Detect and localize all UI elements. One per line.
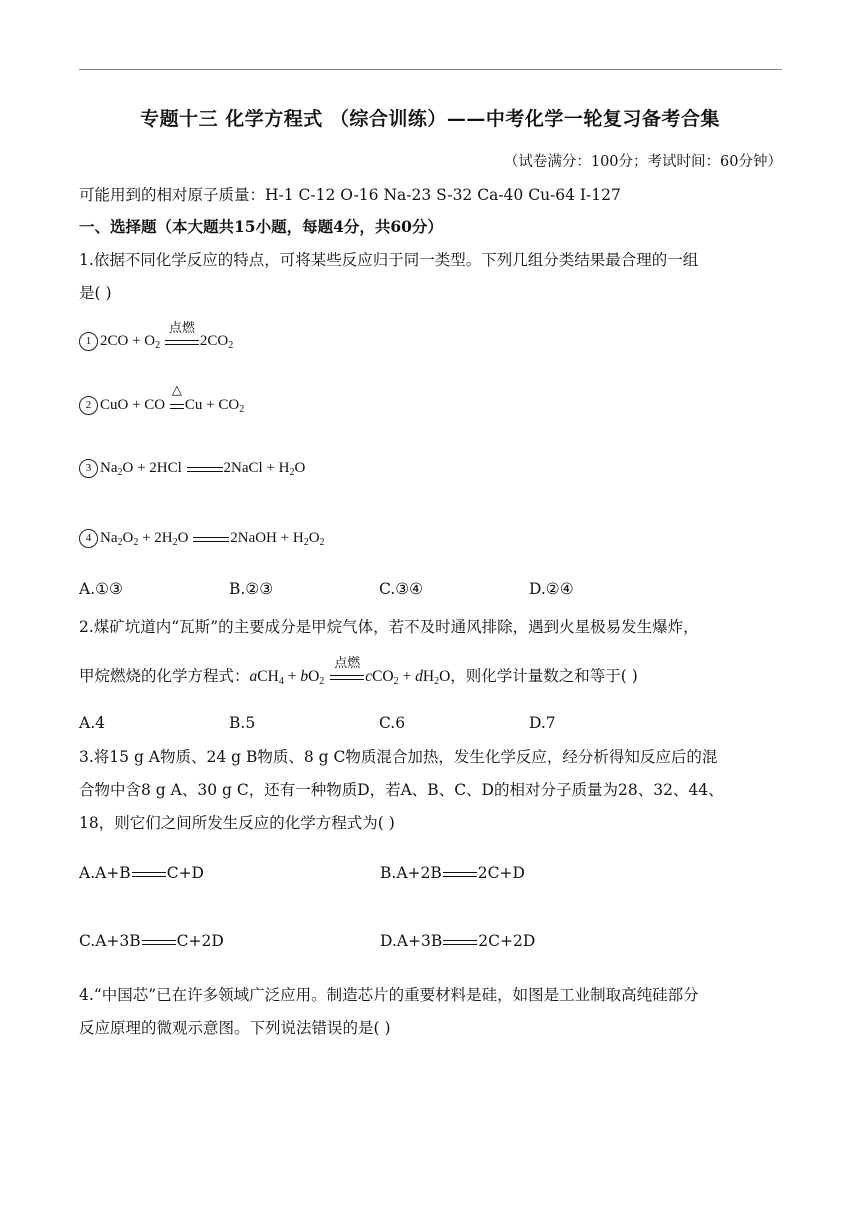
q3-stem-line3: 18，则它们之间所发生反应的化学方程式为( ) <box>79 814 395 832</box>
reaction-condition: 点燃 <box>165 333 199 351</box>
q1-option-c[interactable]: C.③④ <box>379 580 424 598</box>
equals-sign <box>443 933 477 951</box>
q2-stem-line1: 2.煤矿坑道内“瓦斯”的主要成分是甲烷气体，若不及时通风排除，遇到火星极易发生爆炸， <box>79 618 699 636</box>
q2-option-d[interactable]: D.7 <box>529 714 556 732</box>
q2-stem-line2: 甲烷燃烧的化学方程式：$aCH_4 + bO_2$ 点燃 $cCO_2 + dH_2O$，则化学计量数之和等于( ) <box>79 656 638 687</box>
q1-equation-4: 4 $Na_2O_2 + 2H_2O$ 2NaOH + $H_2O_2$ <box>79 529 325 548</box>
q3-stem-line1: 3.将15 g A物质、24 g B物质、8 g C物质混合加热，发生化学反应，经分析得知反应后的混 <box>79 748 718 766</box>
equals-sign <box>142 933 176 951</box>
equals-sign <box>187 460 223 478</box>
circled-number: 4 <box>79 529 98 548</box>
q3-stem-line2: 合物中含8 g A、30 g C，还有一种物质D，若A、B、C、D的相对分子质量为28、32、44、 <box>79 781 724 799</box>
q1-option-b[interactable]: B.②③ <box>229 580 274 598</box>
q1-equation-3: 3 $Na_2O + 2HCl$ 2NaCl + $H_2O$ <box>79 459 305 478</box>
exam-meta: （试卷满分：100分；考试时间：60分钟） <box>503 154 782 170</box>
equals-sign <box>132 865 166 883</box>
q2-option-a[interactable]: A.4 <box>79 714 105 732</box>
equals-sign <box>443 865 477 883</box>
q3-option-c[interactable]: C.A+3B C+2D <box>79 932 224 950</box>
q1-option-a[interactable]: A.①③ <box>79 580 123 598</box>
q1-equation-1: 1 $2CO + O_2$ 点燃 $2CO_2$ <box>79 332 233 351</box>
atomic-masses: 可能用到的相对原子质量：H-1 C-12 O-16 Na-23 S-32 Ca-40 Cu-64 I-127 <box>79 186 621 204</box>
q2-option-b[interactable]: B.5 <box>229 714 256 732</box>
q4-stem-line2: 反应原理的微观示意图。下列说法错误的是( ) <box>79 1019 391 1037</box>
reaction-condition: △ <box>170 397 184 415</box>
q3-option-b[interactable]: B.A+2B 2C+D <box>380 864 525 882</box>
header-rule <box>79 69 782 70</box>
q3-option-d[interactable]: D.A+3B 2C+2D <box>380 932 536 950</box>
q3-option-a[interactable]: A.A+B C+D <box>79 864 204 882</box>
equals-sign <box>193 530 229 548</box>
circled-number: 1 <box>79 332 98 351</box>
q2-option-c[interactable]: C.6 <box>379 714 406 732</box>
section-heading: 一、选择题（本大题共15小题，每题4分，共60分） <box>79 217 443 236</box>
circled-number: 3 <box>79 459 98 478</box>
q1-stem-line2: 是( ) <box>79 284 112 302</box>
q4-stem-line1: 4.“中国芯”已在许多领域广泛应用。制造芯片的重要材料是硅，如图是工业制取高纯硅部分 <box>79 986 699 1004</box>
q1-stem-line1: 1.依据不同化学反应的特点，可将某些反应归于同一类型。下列几组分类结果最合理的一组 <box>79 251 699 269</box>
q2-options <box>79 714 556 732</box>
circled-number: 2 <box>79 396 98 415</box>
page-title: 专题十三 化学方程式 （综合训练）——中考化学一轮复习备考合集 <box>140 108 720 130</box>
q1-option-d[interactable]: D.②④ <box>529 580 574 598</box>
reaction-condition: 点燃 <box>330 668 364 686</box>
q1-options <box>79 580 574 598</box>
q1-equation-2: 2 CuO + CO △ $Cu + CO_2$ <box>79 396 244 415</box>
